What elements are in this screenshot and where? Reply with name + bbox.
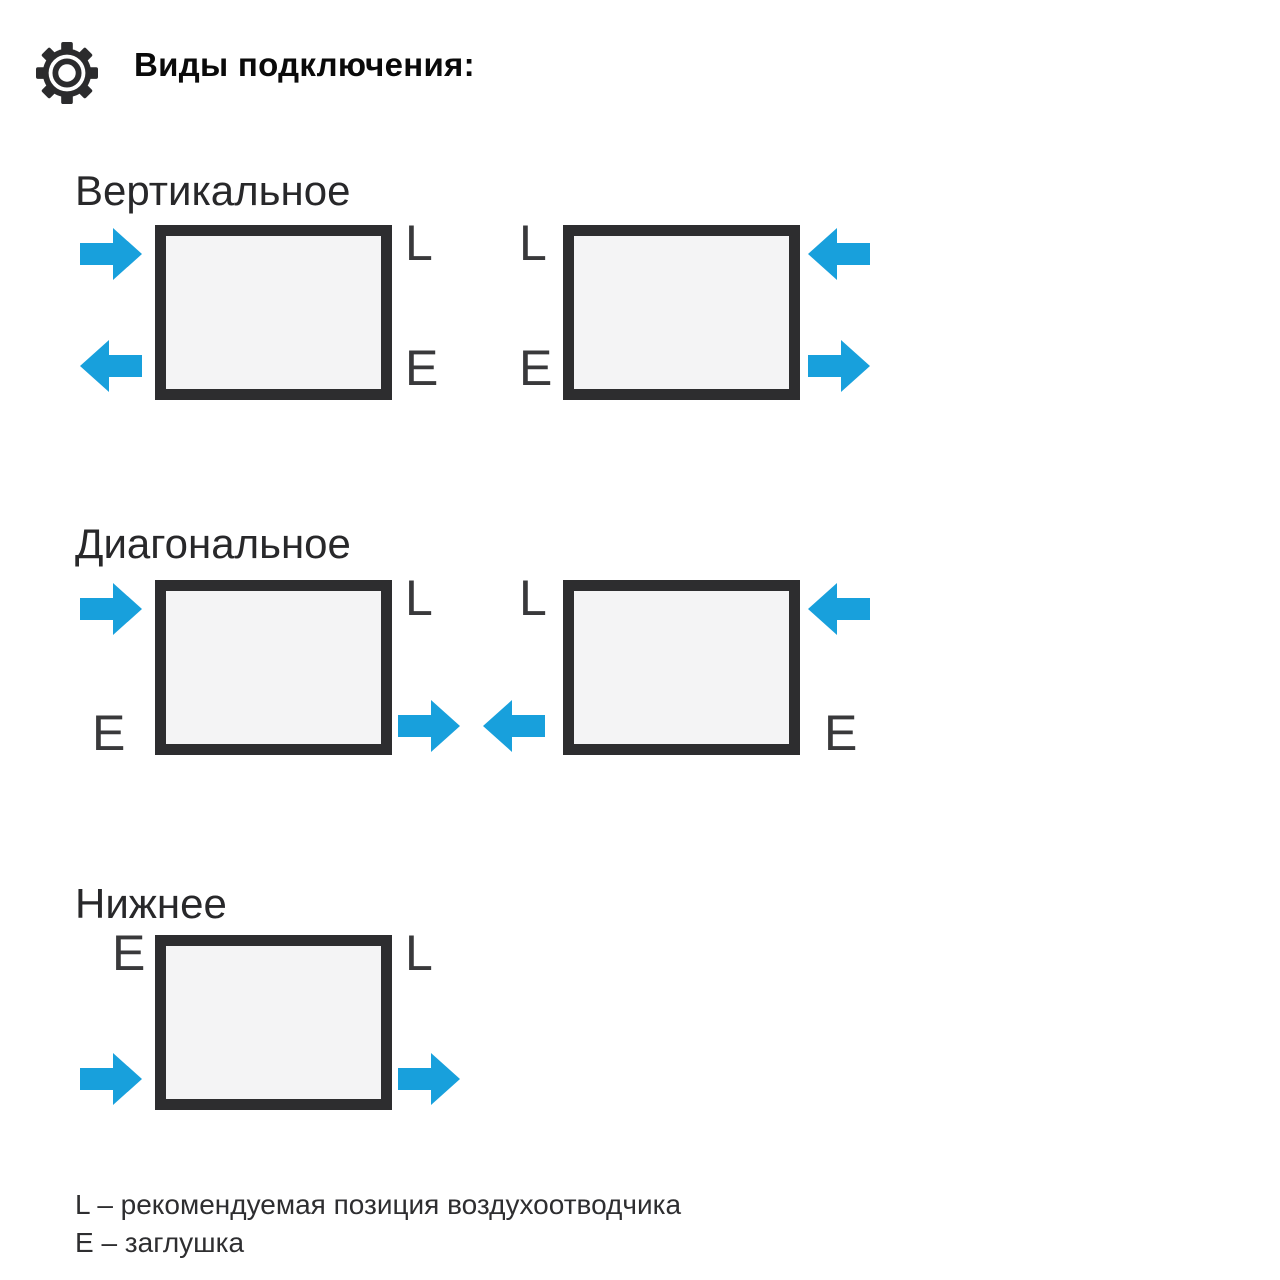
port-label-plug: E — [92, 705, 126, 761]
port-label-air-vent: L — [405, 570, 433, 626]
port-label-air-vent: L — [519, 215, 547, 271]
page-title: Виды подключения: — [134, 46, 475, 83]
section-label-bottom: Нижнее — [75, 880, 227, 927]
legend-line-plug: E – заглушка — [75, 1227, 245, 1258]
port-label-air-vent: L — [519, 570, 547, 626]
port-label-plug: E — [112, 925, 146, 981]
port-label-plug: E — [519, 340, 553, 396]
section-label-vertical: Вертикальное — [75, 167, 351, 214]
port-label-air-vent: L — [405, 215, 433, 271]
section-label-diagonal: Диагональное — [75, 520, 351, 567]
port-label-air-vent: L — [405, 925, 433, 981]
port-label-plug: E — [824, 705, 858, 761]
port-label-plug: E — [405, 340, 439, 396]
legend-line-air-vent: L – рекомендуемая позиция воздухоотводчика — [75, 1189, 682, 1220]
